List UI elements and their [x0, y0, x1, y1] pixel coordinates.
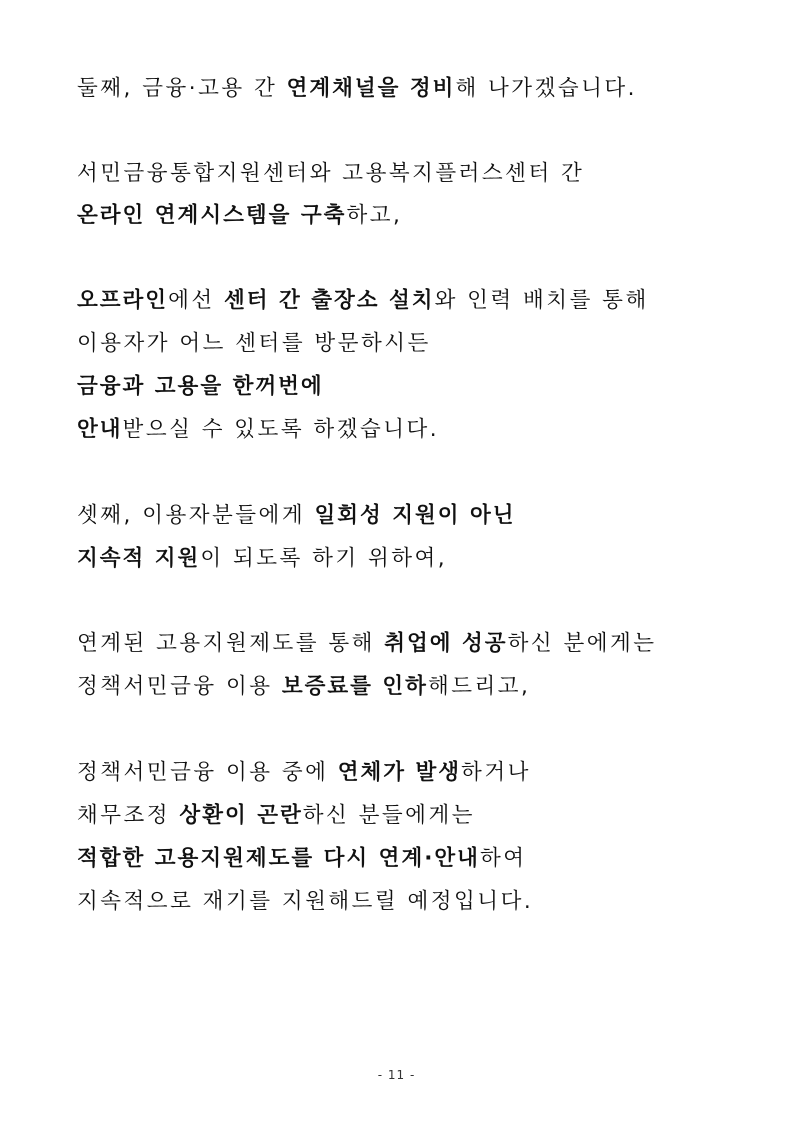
text-line — [77, 74, 637, 104]
body-text: 둘째, 금융·고용 간 — [77, 76, 287, 101]
emphasis-text: 상환이 곤란 — [179, 803, 303, 828]
text-line — [77, 159, 584, 189]
body-text: 이용자가 어느 센터를 방문하시든 — [77, 331, 431, 356]
emphasis-text: 취업에 성공 — [384, 631, 508, 656]
body-text: 하여 — [479, 846, 527, 871]
body-text: 셋째, 이용자분들에게 — [77, 503, 315, 528]
body-text: 채무조정 — [77, 803, 180, 828]
text-line — [77, 544, 447, 574]
body-text: 이 되도록 하기 위하여, — [200, 546, 448, 571]
text-line — [77, 501, 516, 531]
text-line — [77, 844, 526, 874]
text-line — [77, 801, 475, 831]
text-line — [77, 201, 402, 231]
emphasis-text: 적합한 고용지원제도를 다시 연계·안내 — [77, 846, 480, 871]
body-text: 지속적으로 재기를 지원해드릴 예정입니다. — [77, 889, 534, 914]
emphasis-text: 센터 간 출장소 설치 — [223, 288, 435, 313]
text-line — [77, 758, 531, 788]
body-text: 정책서민금융 이용 — [77, 674, 282, 699]
emphasis-text: 보증료를 인하 — [281, 674, 428, 699]
text-line — [77, 329, 431, 359]
body-text: 와 인력 배치를 통해 — [434, 288, 649, 313]
text-line — [77, 286, 649, 316]
body-text: 하거나 — [461, 760, 531, 785]
body-text: 해드리고, — [427, 674, 531, 699]
body-text: 서민금융통합지원센터와 고용복지플러스센터 간 — [77, 161, 585, 186]
emphasis-text: 오프라인 — [77, 288, 169, 313]
body-text: 정책서민금융 이용 중에 — [77, 760, 338, 785]
text-line — [77, 672, 530, 702]
emphasis-text: 연체가 발생 — [337, 760, 462, 785]
body-text: 하신 분에게는 — [507, 631, 657, 656]
body-text: 하신 분들에게는 — [302, 803, 475, 828]
emphasis-text: 연계채널을 정비 — [286, 76, 456, 101]
emphasis-text: 지속적 지원 — [77, 546, 201, 571]
body-text: 에선 — [168, 288, 224, 313]
body-text: 연계된 고용지원제도를 통해 — [77, 631, 385, 656]
text-line — [77, 887, 533, 917]
text-line — [77, 629, 657, 659]
body-text: 받으실 수 있도록 하겠습니다. — [122, 417, 440, 442]
text-line — [77, 415, 439, 445]
emphasis-text: 일회성 지원이 아닌 — [314, 503, 516, 528]
emphasis-text: 안내 — [77, 417, 123, 442]
page-number: - 11 - — [377, 1068, 416, 1082]
text-line — [77, 372, 324, 402]
emphasis-text: 금융과 고용을 한꺼번에 — [77, 374, 324, 399]
body-text: 하고, — [346, 203, 403, 228]
body-text: 해 나가겠습니다. — [455, 76, 637, 101]
emphasis-text: 온라인 연계시스템을 구축 — [77, 203, 347, 228]
